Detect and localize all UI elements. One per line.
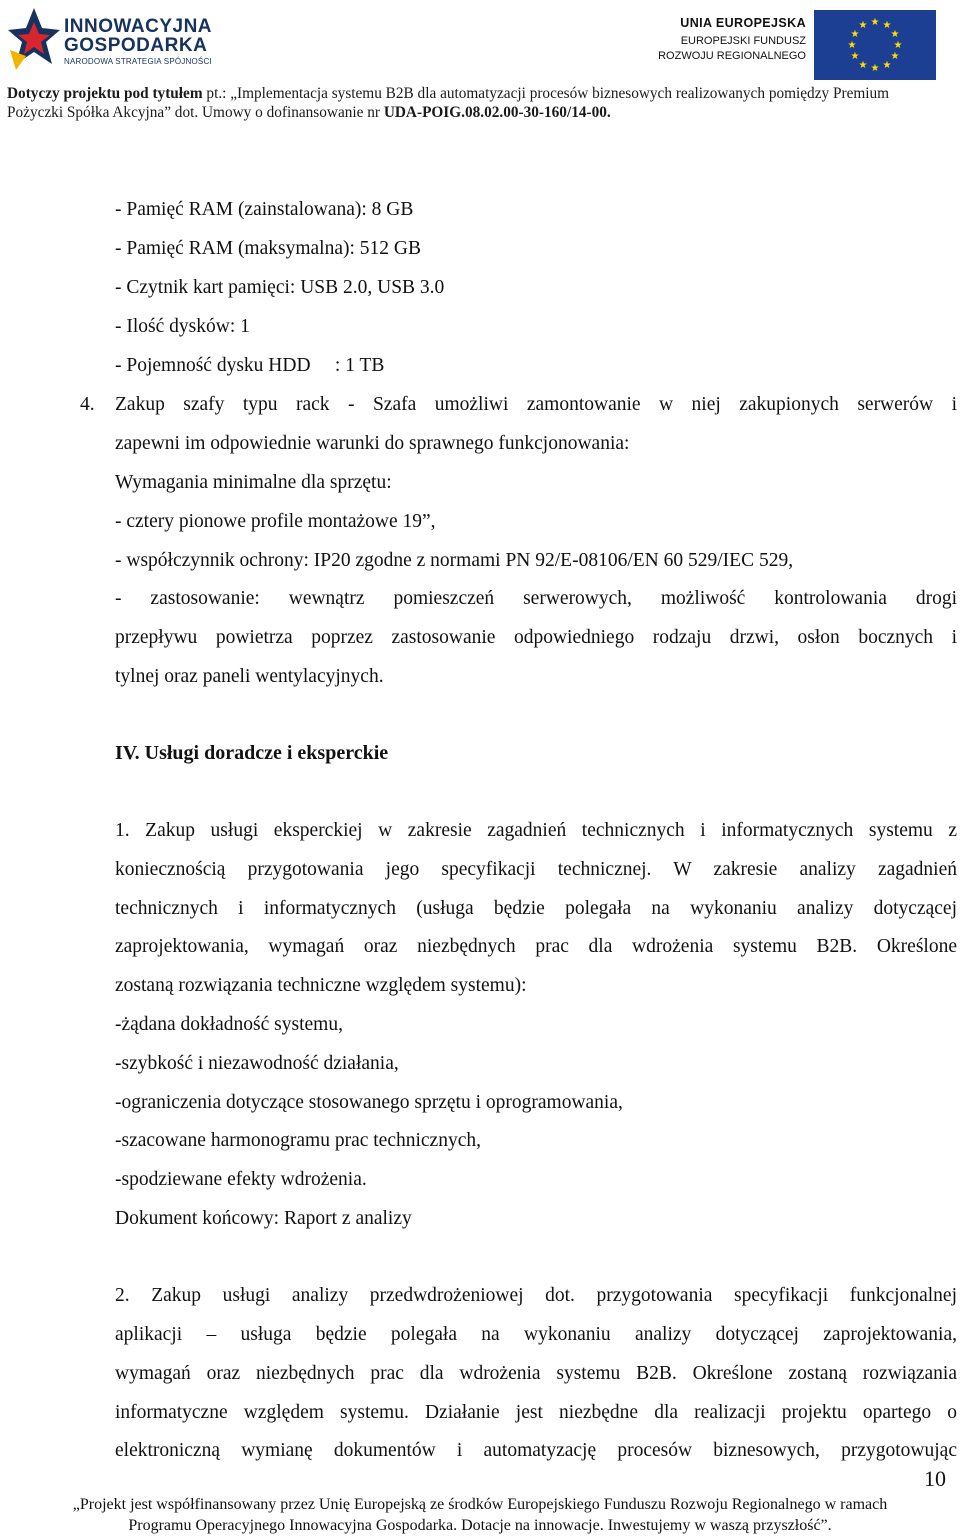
spec-line: - Czytnik kart pamięci: USB 2.0, USB 3.0 — [115, 277, 445, 298]
spec-line: - Pamięć RAM (zainstalowana): 8 GB — [115, 199, 414, 220]
ig-logo-line2: GOSPODARKA — [64, 35, 208, 56]
spec-line: - Pamięć RAM (maksymalna): 512 GB — [115, 238, 421, 259]
header-note-line2: Pożyczki Spółka Akcyjna” dot. Umowy o dofinansowanie nr — [7, 104, 384, 121]
section-heading: IV. Usługi doradcze i eksperckie — [115, 742, 389, 764]
svg-text:★: ★ — [850, 29, 860, 40]
svg-text:★: ★ — [882, 60, 892, 71]
project-header-note — [7, 84, 953, 122]
svg-text:★: ★ — [850, 51, 860, 62]
svg-text:★: ★ — [870, 17, 880, 28]
svg-text:★: ★ — [893, 40, 903, 51]
section-2-line: elektroniczną wymianę dokumentów i automatyzację procesów biznesowych, przygotowując — [115, 1440, 957, 1461]
section-1-list-item: -żądana dokładność systemu, — [115, 1014, 343, 1035]
spec-line: - Pojemność dysku HDD : 1 TB — [115, 355, 385, 376]
section-1-line: technicznych i informatycznych (usługa będzie polegała na wykonaniu analizy dotyczącej — [115, 898, 957, 919]
section-2-line: informatyczne względem systemu. Działanie jest niezbędne dla realizacji projektu opartego o — [115, 1402, 957, 1423]
section-1-list-item: -ograniczenia dotyczące stosowanego sprzętu i oprogramowania, — [115, 1092, 623, 1113]
section-1-line: zostaną rozwiązania techniczne względem systemu): — [115, 975, 527, 996]
svg-text:★: ★ — [858, 20, 868, 31]
item-4-number: 4. — [80, 394, 95, 415]
eu-logo-line1: UNIA EUROPEJSKA — [680, 16, 806, 30]
header-note-line1: pt.: „Implementacja systemu B2B dla automatyzacji procesów biznesowych realizowanych pomiędzy Premium — [206, 85, 890, 102]
final-document-line: Dokument końcowy: Raport z analizy — [115, 1208, 412, 1229]
innowacyjna-gospodarka-logo — [6, 4, 246, 78]
svg-text:★: ★ — [890, 29, 900, 40]
header-note-contract-number: UDA-POIG.08.02.00-30-160/14-00. — [383, 104, 611, 121]
svg-text:★: ★ — [858, 60, 868, 71]
eu-logo-line3: ROZWOJU REGIONALNEGO — [658, 50, 806, 62]
ig-star-emblem-icon — [6, 4, 62, 76]
item-4-line: zapewni im odpowiednie warunki do sprawnego funkcjonowania: — [115, 433, 630, 454]
item-4-line: - cztery pionowe profile montażowe 19”, — [115, 511, 436, 532]
item-4-line: - współczynnik ochrony: IP20 zgodne z normami PN 92/E-08106/EN 60 529/IEC 529, — [115, 550, 794, 571]
section-1-line: koniecznością przygotowania jego specyfikacji technicznej. W zakresie analizy zagadnień — [115, 859, 957, 880]
section-1-list-item: -szacowane harmonogramu prac technicznych, — [115, 1130, 481, 1151]
eu-flag-icon — [814, 10, 936, 80]
footer-line: Programu Operacyjnego Innowacyjna Gospodarka. Dotacje na innowacje. Inwestujemy w waszą przyszłość”. — [128, 1517, 832, 1534]
item-4-line: - zastosowanie: wewnątrz pomieszczeń serwerowych, możliwość kontrolowania drogi — [115, 588, 957, 609]
item-4-line: przepływu powietrza poprzez zastosowanie odpowiedniego rodzaju drzwi, osłon bocznych i — [115, 627, 957, 648]
item-4-line: Zakup szafy typu rack - Szafa umożliwi zamontowanie w niej zakupionych serwerów i — [115, 394, 957, 415]
section-1-line: 1. Zakup usługi eksperckiej w zakresie zagadnień technicznych i informatycznych systemu z — [115, 820, 957, 841]
section-1-list-item: -szybkość i niezawodność działania, — [115, 1053, 399, 1074]
section-1-list-item: -spodziewane efekty wdrożenia. — [115, 1169, 367, 1190]
item-4-line: tylnej oraz paneli wentylacyjnych. — [115, 666, 384, 687]
section-1-line: zaprojektowania, wymagań oraz niezbędnych prac dla wdrożenia systemu B2B. Określone — [115, 936, 957, 957]
header-note-line1-bold: Dotyczy projektu pod tytułem — [7, 85, 207, 102]
spec-line: - Ilość dysków: 1 — [115, 316, 250, 337]
ig-logo-line1: INNOWACYJNA — [64, 16, 213, 37]
section-2-line: 2. Zakup usługi analizy przedwdrożeniowej dot. przygotowania specyfikacji funkcjonalnej — [115, 1285, 957, 1306]
ig-logo-line3: NARODOWA STRATEGIA SPÓJNOŚCI — [64, 57, 212, 66]
item-4-line: Wymagania minimalne dla sprzętu: — [115, 472, 392, 493]
eu-fund-logo — [590, 6, 950, 78]
svg-text:★: ★ — [870, 63, 880, 74]
svg-text:★: ★ — [847, 40, 857, 51]
page-number: 10 — [924, 1466, 946, 1491]
eu-logo-line2: EUROPEJSKI FUNDUSZ — [680, 35, 806, 47]
svg-text:★: ★ — [890, 51, 900, 62]
svg-text:★: ★ — [882, 20, 892, 31]
footer-line: „Projekt jest współfinansowany przez Unię Europejską ze środków Europejskiego Funduszu Rozwoju Regionalnego w ramach — [72, 1496, 888, 1513]
section-2-line: wymagań oraz niezbędnych prac dla wdrożenia systemu B2B. Określone zostaną rozwiązania — [115, 1363, 957, 1384]
section-2-line: aplikacji – usługa będzie polegała na wykonaniu analizy dotyczącej zaprojektowania, — [115, 1324, 957, 1345]
